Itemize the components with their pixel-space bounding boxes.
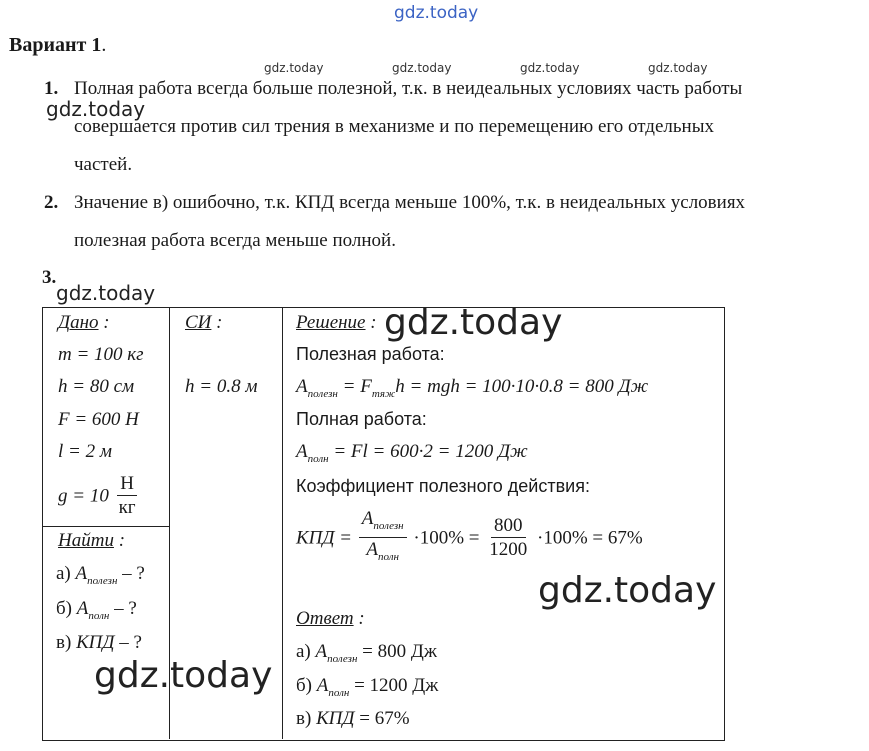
title-text: Вариант 1: [9, 34, 102, 56]
item-line: частей.: [74, 154, 133, 175]
answer-c: в) КПД = 67%: [296, 708, 410, 729]
item-number: 1.: [44, 78, 59, 99]
watermark-large: gdz.today: [384, 302, 563, 343]
unit-denominator: кг: [118, 497, 136, 518]
si-header: СИ :: [185, 312, 223, 333]
row-divider: [42, 526, 169, 527]
useful-work-equation: $A_{полезн} = F_{тяж}h$ = mgh = 100·10·0.8 = 800 Дж: [296, 376, 649, 400]
full-work-equation: $A_{полн} = Fl = 600\cdot 2 = 1200$ Дж: [296, 441, 528, 465]
efficiency-label: Коэффициент полезного действия:: [296, 476, 590, 496]
given-gravity: g = 10 $\frac{Н}{кг}$: [58, 473, 141, 520]
item-text: [74, 70, 869, 184]
page-title: [9, 34, 106, 57]
answer-header: Ответ :: [296, 608, 365, 629]
watermark-small: gdz.today: [264, 61, 324, 75]
find-header: Найти :: [58, 530, 126, 551]
watermark-large: gdz.today: [94, 655, 273, 696]
full-work-label: Полная работа:: [296, 409, 427, 429]
watermark-medium: gdz.today: [46, 97, 146, 121]
watermark-small: gdz.today: [392, 61, 452, 75]
item-line: совершается против сил трения в механизме и по перемещению его отдельных: [74, 116, 714, 137]
si-height: h = 0.8 м: [185, 376, 258, 397]
unit-numerator: Н: [117, 473, 137, 496]
efficiency-equation: КПД = $\frac{A_{полезн}}{A_{полн}}$ ·100% = $\frac{800}{1200}$ ·100% = 67%: [296, 508, 643, 563]
watermark-small: gdz.today: [520, 61, 580, 75]
item-number: 2.: [44, 192, 59, 213]
item-line: Полная работа всегда больше полезной, т.к. в неидеальных условиях часть работы: [74, 78, 743, 99]
solution-header: Решение :: [296, 312, 377, 333]
column-divider: [282, 307, 283, 739]
given-force: F = 600 Н: [58, 409, 139, 430]
watermark-top: gdz.today: [394, 3, 479, 23]
item-line: полезная работа всегда меньше полной.: [74, 230, 396, 251]
watermark-large: gdz.today: [538, 570, 717, 611]
find-c: в) КПД – ?: [56, 632, 142, 653]
item-line: Значение в) ошибочно, т.к. КПД всегда меньше 100%, т.к. в неидеальных условиях: [74, 192, 746, 213]
given-mass: m = 100 кг: [58, 344, 144, 365]
watermark-medium: gdz.today: [56, 281, 156, 305]
title-dot: .: [101, 34, 107, 56]
item-text: [74, 184, 869, 260]
answer-a: а) $A_{полезн} = 800$ Дж: [296, 641, 437, 665]
find-a: а) $A_{полезн}$ – ?: [56, 563, 145, 587]
find-b: б) $A_{полн}$ – ?: [56, 598, 137, 622]
given-height: h = 80 см: [58, 376, 135, 397]
answer-b: б) $A_{полн} = 1200$ Дж: [296, 675, 439, 699]
given-header: Дано :: [58, 312, 110, 333]
useful-work-label: Полезная работа:: [296, 344, 445, 364]
item-number-3: 3.: [42, 267, 57, 288]
given-length: l = 2 м: [58, 441, 112, 462]
watermark-small: gdz.today: [648, 61, 708, 75]
